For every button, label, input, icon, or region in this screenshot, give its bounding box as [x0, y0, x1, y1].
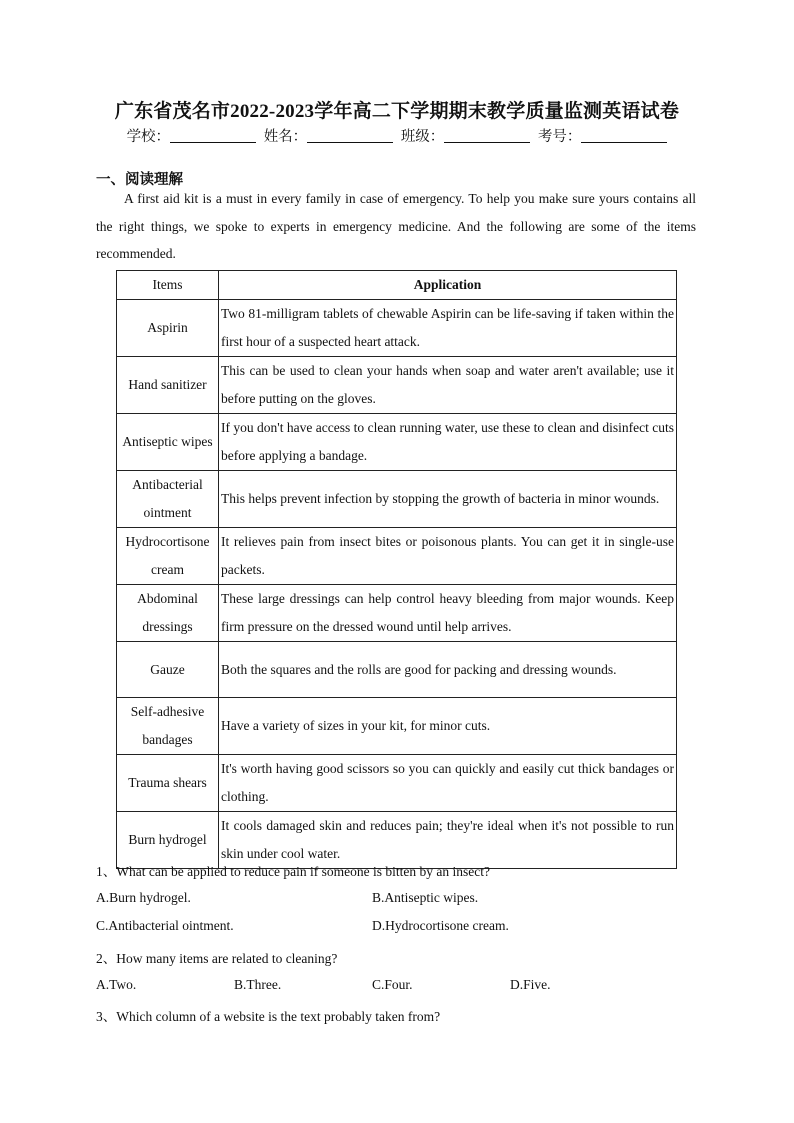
- question-1-option-d: D.Hydrocortisone cream.: [372, 918, 509, 933]
- application-cell: If you don't have access to clean running water, use these to clean and disinfect cuts before applying a bandage.: [219, 414, 677, 471]
- school-blank: [170, 128, 256, 143]
- question-2-stem: 2、How many items are related to cleaning?: [96, 951, 338, 966]
- question-2-option-a: A.Two.: [96, 977, 137, 992]
- application-cell: Two 81-milligram tablets of chewable Aspirin can be life-saving if taken within the first hour of a suspected heart attack.: [219, 300, 677, 357]
- question-2-option-b: B.Three.: [234, 977, 282, 992]
- application-cell: It cools damaged skin and reduces pain; they're ideal when it's not possible to run skin under cool water.: [219, 812, 677, 869]
- question-2-option-c: C.Four.: [372, 977, 413, 992]
- number-label: 考号：: [537, 129, 582, 145]
- question-1-option-a: A.Burn hydrogel.: [96, 890, 191, 905]
- student-info-line: [0, 125, 794, 146]
- header-items: Items: [117, 271, 219, 300]
- item-cell: Aspirin: [117, 300, 219, 357]
- application-cell: Have a variety of sizes in your kit, for minor cuts.: [219, 698, 677, 755]
- page-title: 广东省茂名市2022-2023学年高二下学期期末教学质量监测英语试卷: [114, 101, 680, 122]
- item-cell: Trauma shears: [117, 755, 219, 812]
- item-cell: Self-adhesive bandages: [117, 698, 219, 755]
- table-row: [117, 357, 677, 414]
- school-label: 学校：: [126, 129, 171, 145]
- table-row: [117, 698, 677, 755]
- table-row: [117, 642, 677, 698]
- item-cell: Antibacterial ointment: [117, 471, 219, 528]
- table-row: [117, 300, 677, 357]
- item-cell: Antiseptic wipes: [117, 414, 219, 471]
- name-label: 姓名：: [263, 129, 308, 145]
- item-cell: Abdominal dressings: [117, 585, 219, 642]
- application-cell: This helps prevent infection by stopping the growth of bacteria in minor wounds.: [219, 471, 677, 528]
- number-blank: [581, 128, 667, 143]
- item-cell: Burn hydrogel: [117, 812, 219, 869]
- application-cell: This can be used to clean your hands when soap and water aren't available; use it before putting on the gloves.: [219, 357, 677, 414]
- header-application: Application: [219, 271, 677, 300]
- question-1-option-c: C.Antibacterial ointment.: [96, 918, 234, 933]
- name-blank: [307, 128, 393, 143]
- question-2-option-d: D.Five.: [510, 977, 551, 992]
- question-1-stem: 1、What can be applied to reduce pain if someone is bitten by an insect?: [96, 864, 490, 879]
- item-cell: Hand sanitizer: [117, 357, 219, 414]
- table-row: [117, 755, 677, 812]
- table-row: [117, 585, 677, 642]
- application-cell: These large dressings can help control heavy bleeding from major wounds. Keep firm pressure on the dressed wound until help arrives.: [219, 585, 677, 642]
- application-cell: Both the squares and the rolls are good for packing and dressing wounds.: [219, 642, 677, 698]
- class-label: 班级：: [400, 129, 445, 145]
- question-3-stem: 3、Which column of a website is the text probably taken from?: [96, 1009, 441, 1024]
- item-cell: Hydrocortisone cream: [117, 528, 219, 585]
- passage-intro: [96, 185, 696, 268]
- table-row: [117, 528, 677, 585]
- table-row: [117, 414, 677, 471]
- table-row: [117, 471, 677, 528]
- item-cell: Gauze: [117, 642, 219, 698]
- table-header-row: [117, 271, 677, 300]
- application-cell: It's worth having good scissors so you can quickly and easily cut thick bandages or clothing.: [219, 755, 677, 812]
- passage-intro-text: A first aid kit is a must in every family in case of emergency. To help you make sure yours contains all the right things, we spoke to experts in emergency medicine. And the following are some of the items recommended.: [96, 191, 696, 261]
- class-blank: [444, 128, 530, 143]
- section-title: 一、阅读理解: [96, 172, 183, 188]
- first-aid-kit-table: [116, 270, 677, 869]
- question-1-option-b: B.Antiseptic wipes.: [372, 890, 479, 905]
- application-cell: It relieves pain from insect bites or poisonous plants. You can get it in single-use packets.: [219, 528, 677, 585]
